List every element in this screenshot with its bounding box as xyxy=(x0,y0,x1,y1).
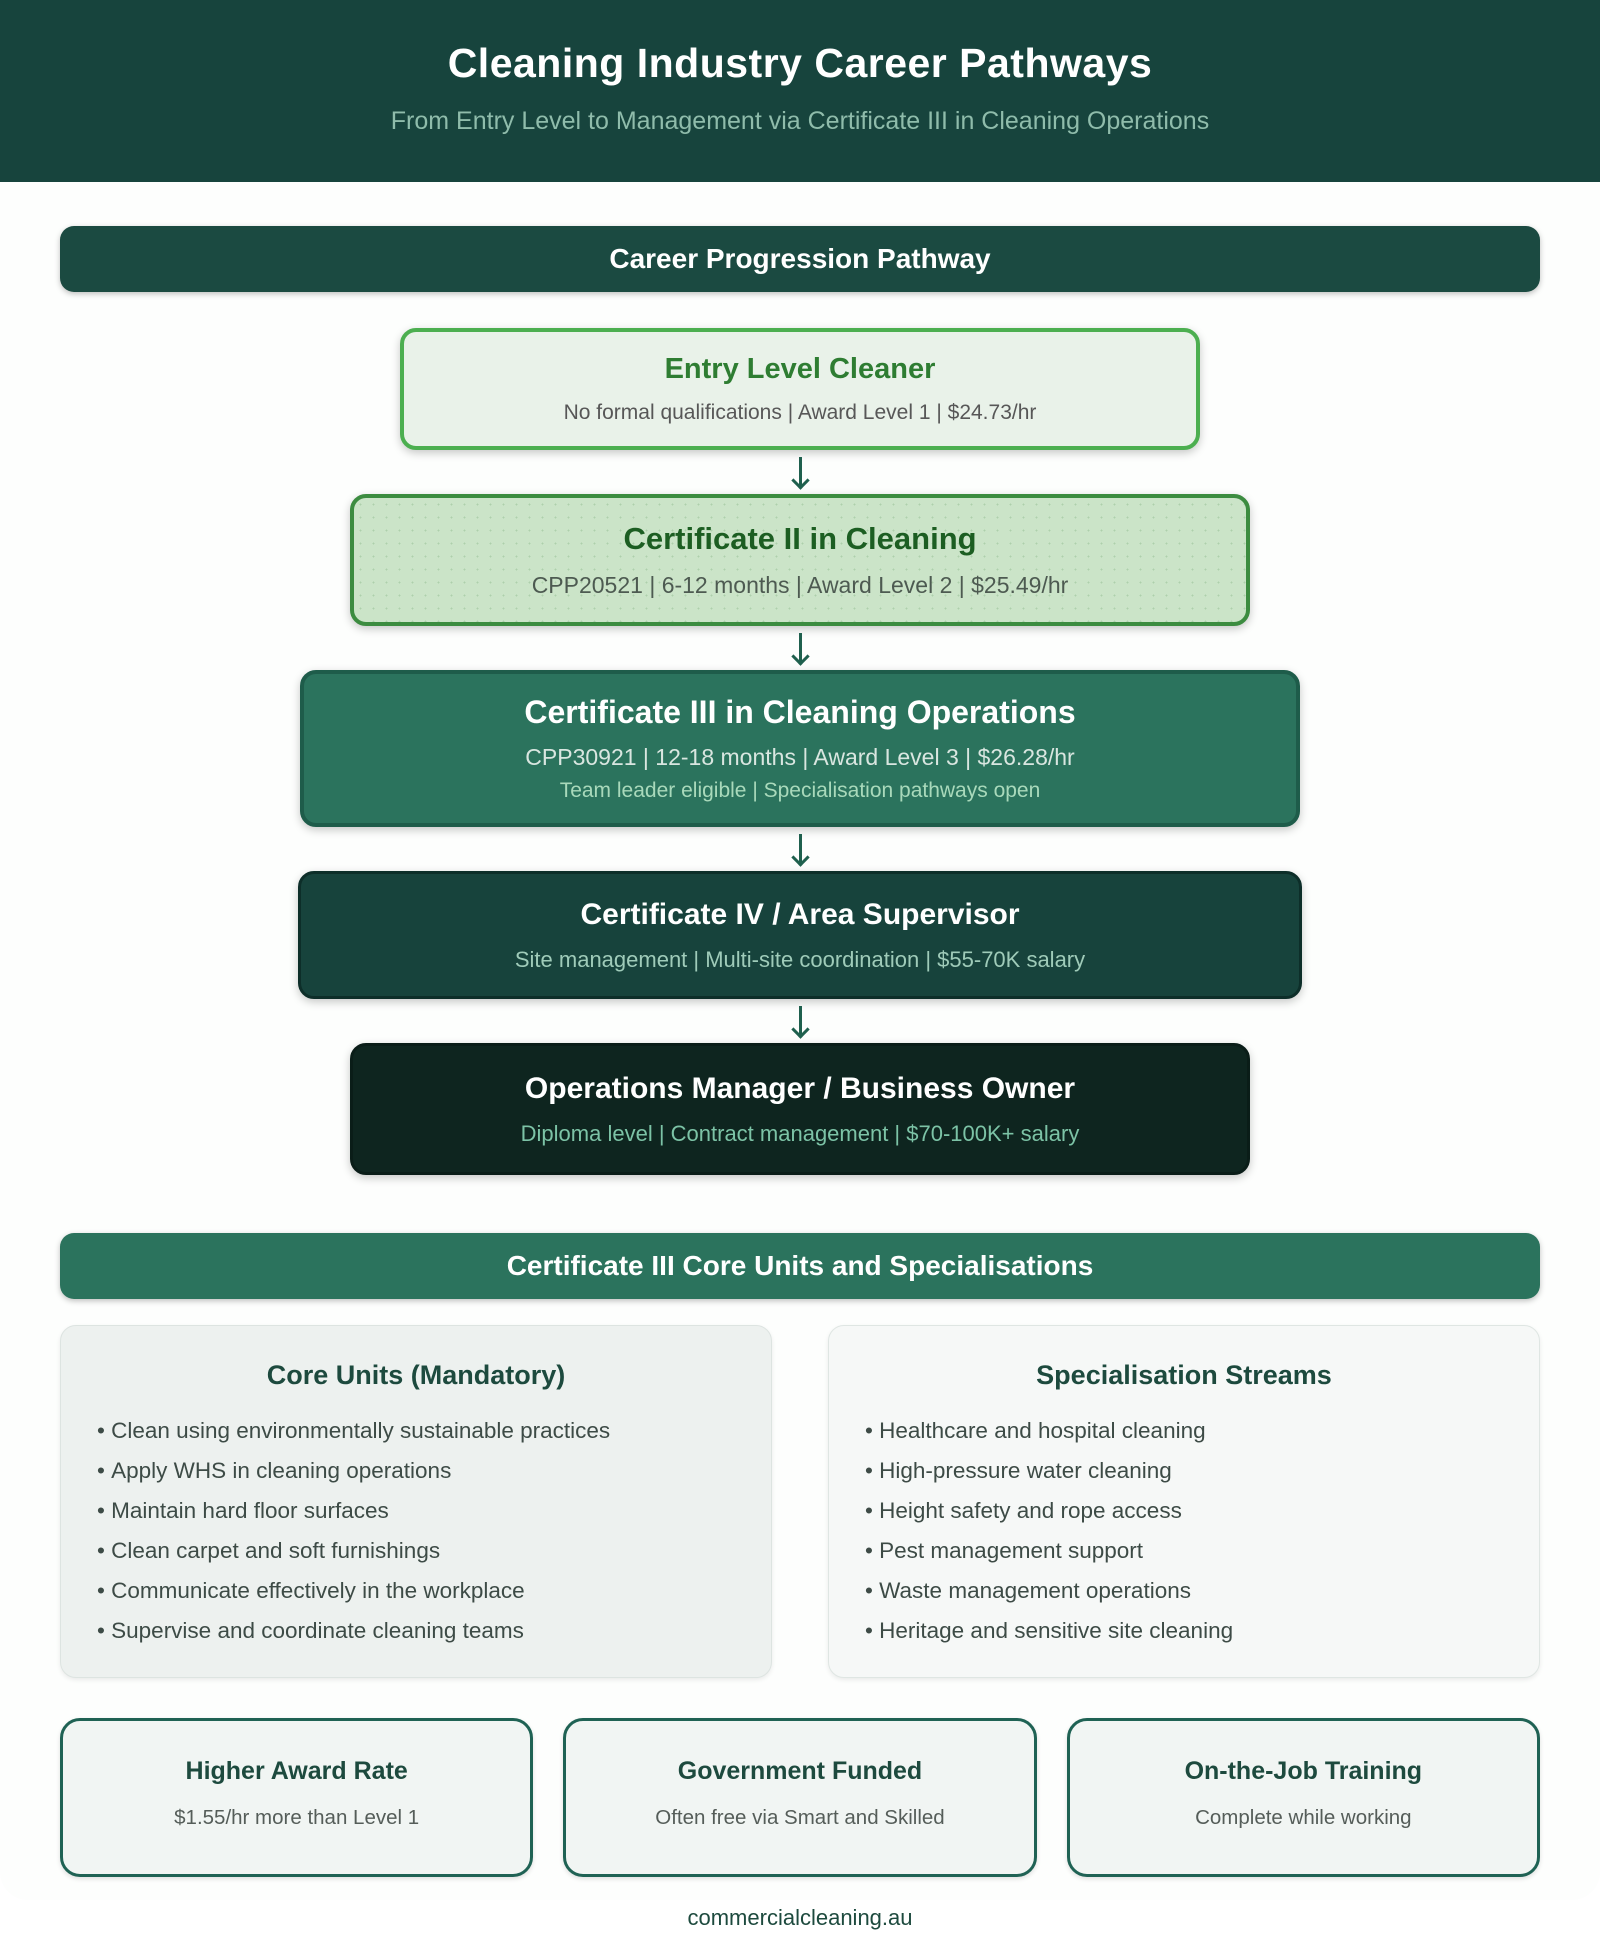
step-title: Operations Manager / Business Owner xyxy=(524,1071,1076,1105)
page-title: Cleaning Industry Career Pathways xyxy=(447,40,1153,86)
specialisation-item: • Heritage and sensitive site cleaning xyxy=(865,1611,1503,1651)
benefit-cards xyxy=(60,1718,1540,1877)
specialisation-item: • High-pressure water cleaning xyxy=(865,1451,1503,1491)
step-details: Diploma level | Contract management | $70-100K+ salary xyxy=(520,1120,1080,1146)
core-unit-item: • Clean carpet and soft furnishings xyxy=(97,1531,735,1571)
arrow-head xyxy=(791,471,809,489)
step-title: Certificate III in Cleaning Operations xyxy=(524,694,1076,730)
flow-arrow-down-icon xyxy=(794,457,807,487)
step-certificate-4-area-supervisor xyxy=(298,871,1302,999)
step-details: CPP30921 | 12-18 months | Award Level 3 | $26.28/hr xyxy=(525,744,1075,770)
career-flowchart xyxy=(60,328,1540,1175)
core-unit-item: • Maintain hard floor surfaces xyxy=(97,1491,735,1531)
section-header-career-progression: Career Progression Pathway xyxy=(60,226,1540,292)
specialisation-streams-heading: Specialisation Streams xyxy=(1036,1360,1332,1390)
benefit-card-government-funded xyxy=(563,1718,1036,1877)
step-entry-level-cleaner xyxy=(400,328,1200,450)
page-content xyxy=(0,182,1600,1957)
step-title: Certificate II in Cleaning xyxy=(623,521,977,556)
arrow-head xyxy=(791,647,809,665)
step-extra: Team leader eligible | Specialisation pathways open xyxy=(559,779,1041,802)
benefit-card-title: Higher Award Rate xyxy=(185,1757,408,1785)
flow-arrow-down-icon xyxy=(794,633,807,663)
core-unit-item: • Apply WHS in cleaning operations xyxy=(97,1451,735,1491)
step-certificate-3 xyxy=(300,670,1300,827)
benefit-card-on-the-job-training xyxy=(1067,1718,1540,1877)
specialisation-item: • Height safety and rope access xyxy=(865,1491,1503,1531)
step-certificate-2 xyxy=(350,494,1250,626)
core-units-heading: Core Units (Mandatory) xyxy=(266,1360,566,1390)
step-title: Certificate IV / Area Supervisor xyxy=(580,897,1020,931)
flow-arrow-down-icon xyxy=(794,834,807,864)
specialisation-item: • Pest management support xyxy=(865,1531,1503,1571)
benefit-card-higher-award-rate xyxy=(60,1718,533,1877)
core-units-panel xyxy=(60,1325,772,1678)
specialisation-item: • Waste management operations xyxy=(865,1571,1503,1611)
footer-website: commercialcleaning.au xyxy=(687,1905,913,1930)
benefit-card-title: Government Funded xyxy=(677,1757,923,1785)
arrow-head xyxy=(791,1020,809,1038)
benefit-card-subtitle: $1.55/hr more than Level 1 xyxy=(174,1806,420,1829)
section-header-core-units: Certificate III Core Units and Specialisations xyxy=(60,1233,1540,1299)
benefit-card-title: On-the-Job Training xyxy=(1184,1757,1423,1785)
benefit-card-subtitle: Complete while working xyxy=(1195,1806,1412,1829)
step-operations-manager xyxy=(350,1043,1250,1175)
flow-arrow-down-icon xyxy=(794,1006,807,1036)
core-unit-item: • Clean using environmentally sustainable practices xyxy=(97,1411,735,1451)
specialisation-item: • Healthcare and hospital cleaning xyxy=(865,1411,1503,1451)
units-panels xyxy=(60,1325,1540,1678)
step-title: Entry Level Cleaner xyxy=(664,353,936,385)
specialisation-streams-panel xyxy=(828,1325,1540,1678)
step-details: Site management | Multi-site coordination | $55-70K salary xyxy=(514,946,1086,972)
specialisation-streams-list xyxy=(865,1411,1503,1651)
arrow-head xyxy=(791,848,809,866)
page-header xyxy=(0,0,1600,182)
benefit-card-subtitle: Often free via Smart and Skilled xyxy=(655,1806,945,1829)
step-details: No formal qualifications | Award Level 1 | $24.73/hr xyxy=(563,401,1037,424)
step-details: CPP20521 | 6-12 months | Award Level 2 | $25.49/hr xyxy=(531,572,1069,598)
page-subtitle: From Entry Level to Management via Certificate III in Cleaning Operations xyxy=(390,107,1210,135)
core-unit-item: • Communicate effectively in the workplace xyxy=(97,1571,735,1611)
core-units-list xyxy=(97,1411,735,1651)
core-unit-item: • Supervise and coordinate cleaning teams xyxy=(97,1611,735,1651)
